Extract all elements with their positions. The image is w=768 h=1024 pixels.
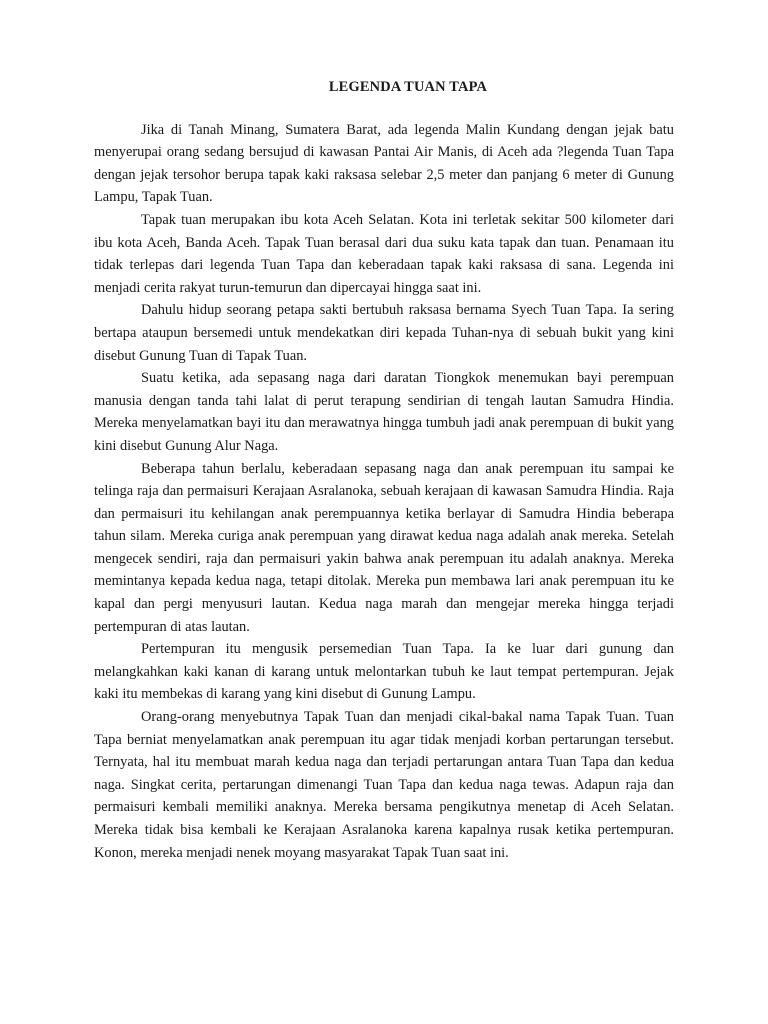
- paragraph-3: Dahulu hidup seorang petapa sakti bertubuh raksasa bernama Syech Tuan Tapa. Ia sering bertapa ataupun bersemedi untuk mendekatkan diri kepada Tuhan-nya di sebuah bukit yang kini disebut Gunung Tuan di Tapak Tuan.: [94, 302, 674, 364]
- paragraph-2: Tapak tuan merupakan ibu kota Aceh Selatan. Kota ini terletak sekitar 500 kilometer dari ibu kota Aceh, Banda Aceh. Tapak Tuan berasal dari dua suku kata tapak dan tuan. Penamaan itu tidak terlepas dari legenda Tuan Tapa dan keberadaan tapak kaki raksasa di sana. Legenda ini menjadi cerita rakyat turun-temurun dan dipercayai hingga saat ini.: [94, 211, 674, 296]
- paragraph-4: Suatu ketika, ada sepasang naga dari daratan Tiongkok menemukan bayi perempuan manusia dengan tanda tahi lalat di perut terapung sendirian di tengah lautan Samudra Hindia. Mereka menyelamatkan bayi itu dan merawatnya hingga tumbuh jadi anak perempuan di bukit yang kini disebut Gunung Alur Naga.: [94, 370, 674, 454]
- document-title: LEGENDA TUAN TAPA: [328, 79, 488, 95]
- paragraph-7: Orang-orang menyebutnya Tapak Tuan dan menjadi cikal-bakal nama Tapak Tuan. Tuan Tapa berniat menyelamatkan anak perempuan itu agar tidak menjadi korban pertarungan tersebut. Ternyata, hal itu membuat marah kedua naga dan terjadi pertarungan antara Tuan Tapa dan kedua naga. Singkat cerita, pertarungan dimenangi Tuan Tapa dan kedua naga tewas. Adapun raja dan permaisuri kembali memiliki anaknya. Mereka bersama pengikutnya menetap di Aceh Selatan. Mereka tidak bisa kembali ke Kerajaan Asralanoka karena kapalnya rusak ketika pertempuran. Konon, mereka menjadi nenek moyang masyarakat Tapak Tuan saat ini.: [94, 709, 674, 861]
- paragraph-6: Pertempuran itu mengusik persemedian Tuan Tapa. Ia ke luar dari gunung dan melangkahkan kaki kanan di karang untuk melontarkan tubuh ke laut tempat pertempuran. Jejak kaki itu membekas di karang yang kini disebut di Gunung Lampu.: [94, 641, 674, 703]
- paragraph-5: Beberapa tahun berlalu, keberadaan sepasang naga dan anak perempuan itu sampai ke telinga raja dan permaisuri Kerajaan Asralanoka, sebuah kerajaan di kawasan Samudra Hindia. Raja dan permaisuri itu kehilangan anak perempuannya ketika berlayar di Samudra Hindia beberapa tahun silam. Mereka curiga anak perempuan yang dirawat kedua naga adalah anak mereka. Setelah mengecek sendiri, raja dan permaisuri yakin bahwa anak perempuan itu adalah anaknya. Mereka memintanya kepada kedua naga, tetapi ditolak. Mereka pun membawa lari anak perempuan itu ke kapal dan pergi menyusuri lautan. Kedua naga marah dan mengejar mereka hingga terjadi pertempuran di atas lautan.: [94, 460, 674, 635]
- paragraph-1: Jika di Tanah Minang, Sumatera Barat, ada legenda Malin Kundang dengan jejak batu menyerupai orang sedang bersujud di kawasan Pantai Air Manis, di Aceh ada ?legenda Tuan Tapa dengan jejak tersohor berupa tapak kaki raksasa selebar 2,5 meter dan panjang 6 meter di Gunung Lampu, Tapak Tuan.: [94, 121, 674, 206]
- document-page: [94, 76, 674, 864]
